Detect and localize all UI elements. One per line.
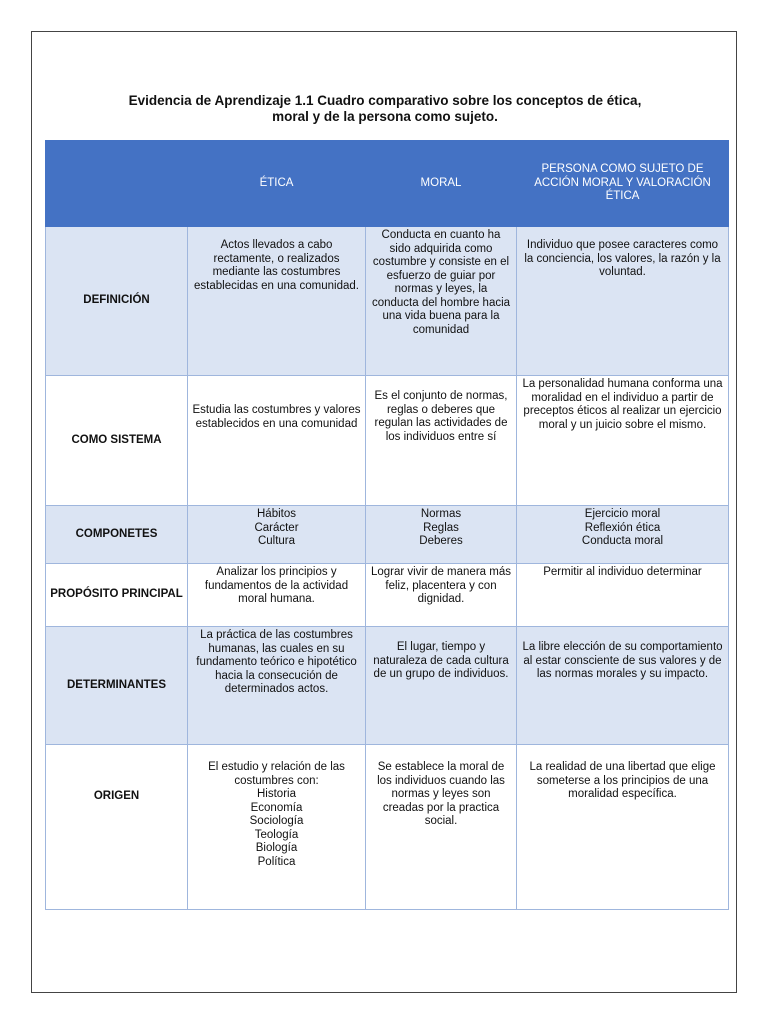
table-row bbox=[46, 506, 729, 564]
table-cell: Permitir al individuo determinar bbox=[517, 564, 729, 627]
table-row bbox=[46, 227, 729, 376]
row-label: DEFINICIÓN bbox=[46, 227, 188, 376]
row-label: ORIGEN bbox=[46, 745, 188, 910]
table-cell: Estudia las costumbres y valores establecidos en una comunidad bbox=[188, 376, 366, 506]
header-cell-empty bbox=[46, 141, 188, 227]
comparison-table bbox=[45, 140, 729, 910]
table-cell: Ejercicio moral Reflexión ética Conducta moral bbox=[517, 506, 729, 564]
table-cell: Analizar los principios y fundamentos de la actividad moral humana. bbox=[188, 564, 366, 627]
table-row bbox=[46, 627, 729, 745]
row-label: COMPONETES bbox=[46, 506, 188, 564]
table-row bbox=[46, 376, 729, 506]
header-cell-etica: ÉTICA bbox=[188, 141, 366, 227]
table-cell: La práctica de las costumbres humanas, las cuales en su fundamento teórico e hipotético hacia la consecución de determinados actos. bbox=[188, 627, 366, 745]
table-cell: Hábitos Carácter Cultura bbox=[188, 506, 366, 564]
header-cell-persona: PERSONA COMO SUJETO DE ACCIÓN MORAL Y VALORACIÓN ÉTICA bbox=[517, 141, 729, 227]
table-cell: El estudio y relación de las costumbres con: Historia Economía Sociología Teología Biología Política bbox=[188, 745, 366, 910]
table-row bbox=[46, 564, 729, 627]
table-header-row bbox=[46, 141, 729, 227]
table-cell: Individuo que posee caracteres como la conciencia, los valores, la razón y la voluntad. bbox=[517, 227, 729, 376]
table-cell: Conducta en cuanto ha sido adquirida como costumbre y consiste en el esfuerzo de guiar por normas y leyes, la conducta del hombre hacia una vida buena para la comunidad bbox=[366, 227, 517, 376]
row-label: PROPÓSITO PRINCIPAL bbox=[46, 564, 188, 627]
table-cell: La realidad de una libertad que elige someterse a los principios de una moralidad específica. bbox=[517, 745, 729, 910]
table-cell: La personalidad humana conforma una moralidad en el individuo a partir de preceptos éticos al realizar un ejercicio moral y un juicio sobre el mismo. bbox=[517, 376, 729, 506]
document-title: Evidencia de Aprendizaje 1.1 Cuadro comparativo sobre los conceptos de ética, moral y de la persona como sujeto. bbox=[128, 93, 642, 124]
row-label: COMO SISTEMA bbox=[46, 376, 188, 506]
table-cell: Se establece la moral de los individuos cuando las normas y leyes son creadas por la practica social. bbox=[366, 745, 517, 910]
row-label: DETERMINANTES bbox=[46, 627, 188, 745]
table-cell: La libre elección de su comportamiento al estar consciente de sus valores y de las normas morales y su impacto. bbox=[517, 627, 729, 745]
table-cell: Lograr vivir de manera más feliz, placentera y con dignidad. bbox=[366, 564, 517, 627]
table-cell: Es el conjunto de normas, reglas o deberes que regulan las actividades de los individuos entre sí bbox=[366, 376, 517, 506]
table-cell: Actos llevados a cabo rectamente, o realizados mediante las costumbres establecidas en una comunidad. bbox=[188, 227, 366, 376]
table-cell: El lugar, tiempo y naturaleza de cada cultura de un grupo de individuos. bbox=[366, 627, 517, 745]
table-cell: Normas Reglas Deberes bbox=[366, 506, 517, 564]
table-row bbox=[46, 745, 729, 910]
header-cell-moral: MORAL bbox=[366, 141, 517, 227]
